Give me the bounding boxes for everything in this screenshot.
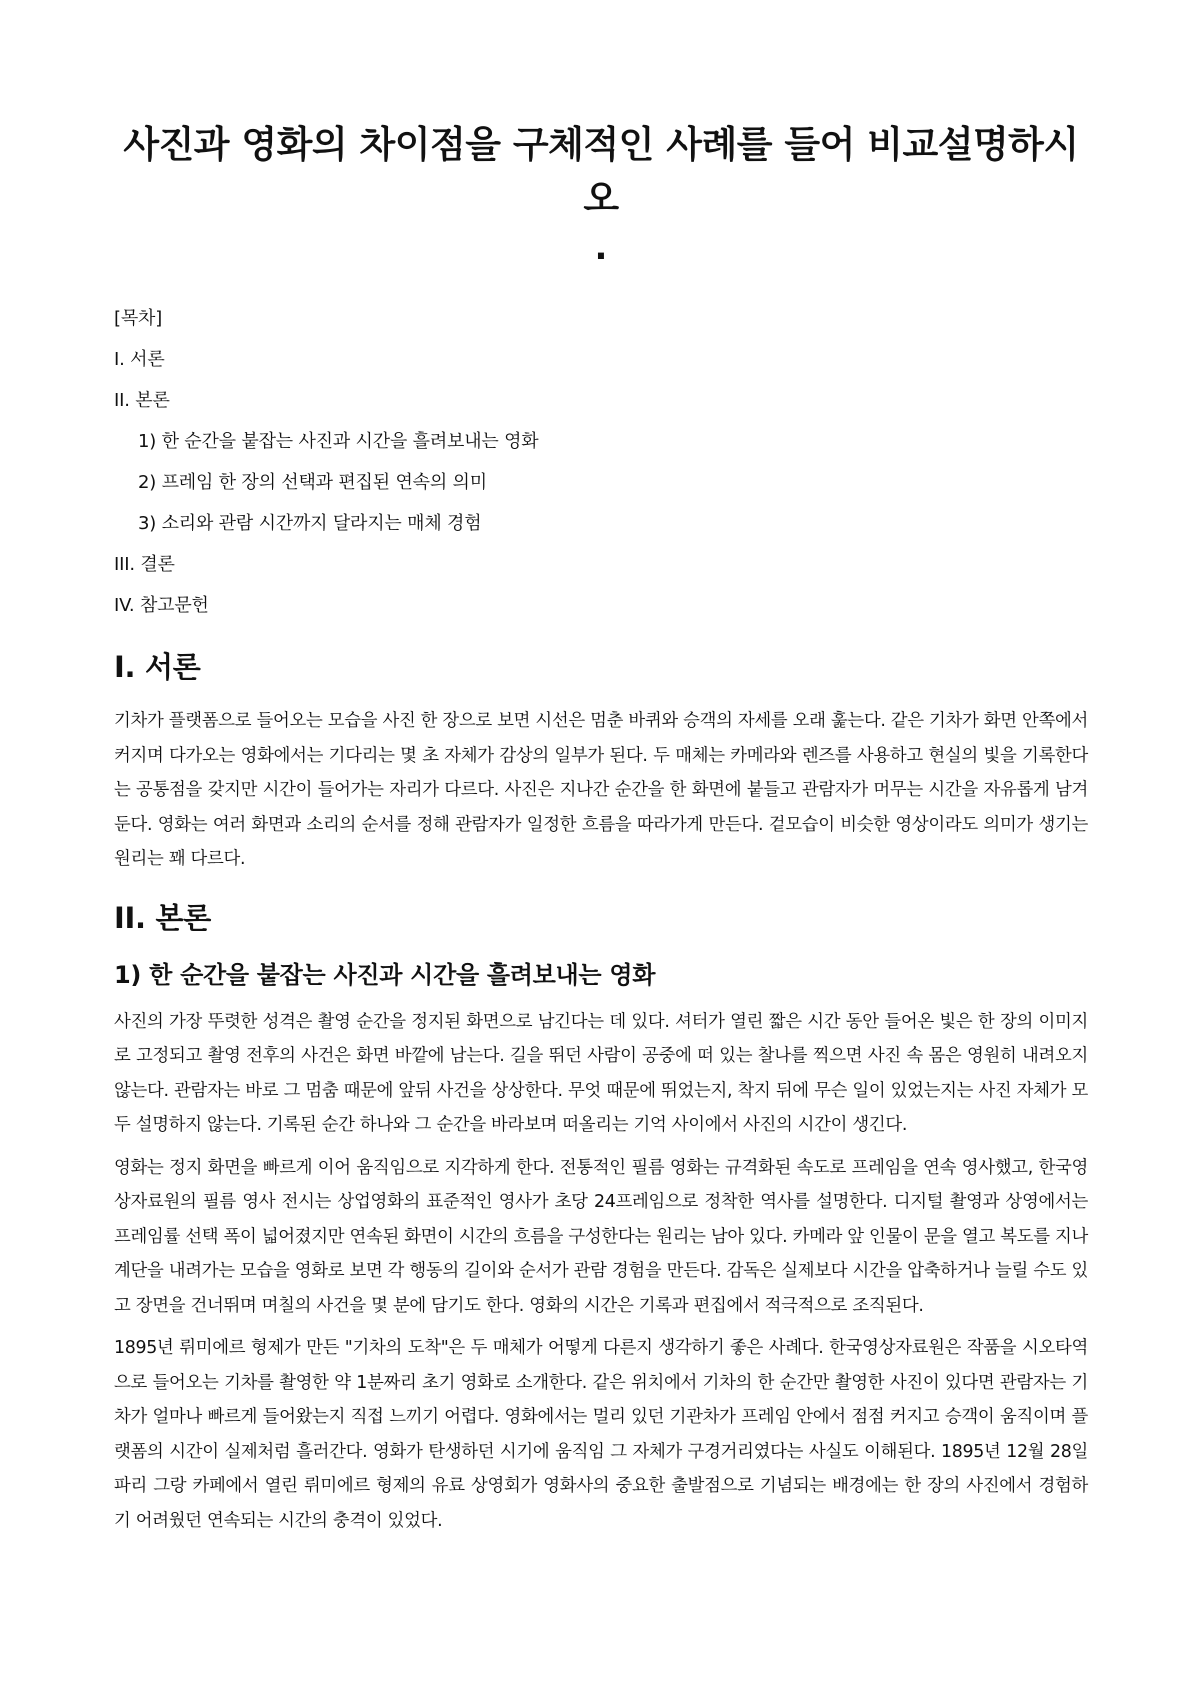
body-paragraph-3: 1895년 뤼미에르 형제가 만든 "기차의 도착"은 두 매체가 어떻게 다른지 생각하기 좋은 사례다. 한국영상자료원은 작품을 시오타역으로 들어오는 기차를 촬영한 약 1분짜리 초기 영화로 소개한다. 같은 위치에서 기차의 한 순간만 촬영한 사진이 있다면 관람자는 기차가 얼마나 빠르게 들어왔는지 직접 느끼기 어렵다. 영화에서는 멀리 있던 기관차가 프레임 안에서 점점 커지고 승객이 움직이며 플랫폼의 시간이 실제처럼 흘러간다. 영화가 탄생하던 시기에 움직임 그 자체가 구경거리였다는 사실도 이해된다. 1895년 12월 28일 파리 그랑 카페에서 열린 뤼미에르 형제의 유료 상영회가 영화사의 중요한 출발점으로 기념되는 배경에는 한 장의 사진에서 경험하기 어려웠던 연속되는 시간의 충격이 있었다. — [114, 1338, 1088, 1531]
table-of-contents — [114, 298, 1088, 626]
section-heading-intro: I. 서론 — [114, 650, 201, 684]
subsection-heading-1: 1) 한 순간을 붙잡는 사진과 시간을 흘려보내는 영화 — [114, 960, 656, 989]
toc-item-body-2: 2) 프레임 한 장의 선택과 편집된 연속의 의미 — [138, 472, 487, 493]
toc-item-body-3: 3) 소리와 관람 시간까지 달라지는 매체 경험 — [138, 513, 482, 534]
toc-heading: [목차] — [114, 308, 163, 329]
toc-item-body: II. 본론 — [114, 390, 170, 411]
body-paragraph-1: 사진의 가장 뚜렷한 성격은 촬영 순간을 정지된 화면으로 남긴다는 데 있다. 셔터가 열린 짧은 시간 동안 들어온 빛은 한 장의 이미지로 고정되고 촬영 전후의 사건은 화면 바깥에 남는다. 길을 뛰던 사람이 공중에 떠 있는 찰나를 찍으면 사진 속 몸은 영원히 내려오지 않는다. 관람자는 바로 그 멈춤 때문에 앞뒤 사건을 상상한다. 무엇 때문에 뛰었는지, 착지 뒤에 무슨 일이 있었는지는 사진 자체가 모두 설명하지 않는다. 기록된 순간 하나와 그 순간을 바라보며 떠올리는 기억 사이에서 사진의 시간이 생긴다. — [114, 1011, 1088, 1135]
intro-paragraph: 기차가 플랫폼으로 들어오는 모습을 사진 한 장으로 보면 시선은 멈춘 바퀴와 승객의 자세를 오래 훑는다. 같은 기차가 화면 안쪽에서 커지며 다가오는 영화에서는 기다리는 몇 초 자체가 감상의 일부가 된다. 두 매체는 카메라와 렌즈를 사용하고 현실의 빛을 기록한다는 공통점을 갖지만 시간이 들어가는 자리가 다르다. 사진은 지나간 순간을 한 화면에 붙들고 관람자가 머무는 시간을 자유롭게 남겨 둔다. 영화는 여러 화면과 소리의 순서를 정해 관람자가 일정한 흐름을 따라가게 만든다. 겉모습이 비슷한 영상이라도 의미가 생기는 원리는 꽤 다르다. — [114, 711, 1088, 869]
body-paragraph-2: 영화는 정지 화면을 빠르게 이어 움직임으로 지각하게 한다. 전통적인 필름 영화는 규격화된 속도로 프레임을 연속 영사했고, 한국영상자료원의 필름 영사 전시는 상업영화의 표준적인 영사가 초당 24프레임으로 정착한 역사를 설명한다. 디지털 촬영과 상영에서는 프레임률 선택 폭이 넓어졌지만 연속된 화면이 시간의 흐름을 구성한다는 원리는 남아 있다. 카메라 앞 인물이 문을 열고 복도를 지나 계단을 내려가는 모습을 영화로 보면 각 행동의 길이와 순서가 관람 경험을 만든다. 감독은 실제보다 시간을 압축하거나 늘릴 수도 있고 장면을 건너뛰며 며칠의 사건을 몇 분에 담기도 한다. 영화의 시간은 기록과 편집에서 적극적으로 조직된다. — [114, 1157, 1088, 1316]
title-period: . — [594, 228, 608, 268]
toc-item-conclusion: III. 결론 — [114, 554, 175, 575]
toc-item-body-1: 1) 한 순간을 붙잡는 사진과 시간을 흘려보내는 영화 — [138, 431, 539, 452]
document-title: 사진과 영화의 차이점을 구체적인 사례를 들어 비교설명하시오 — [123, 123, 1079, 220]
section-heading-body: II. 본론 — [114, 900, 211, 935]
toc-item-intro: I. 서론 — [114, 349, 165, 370]
toc-item-references: IV. 참고문헌 — [114, 595, 209, 616]
